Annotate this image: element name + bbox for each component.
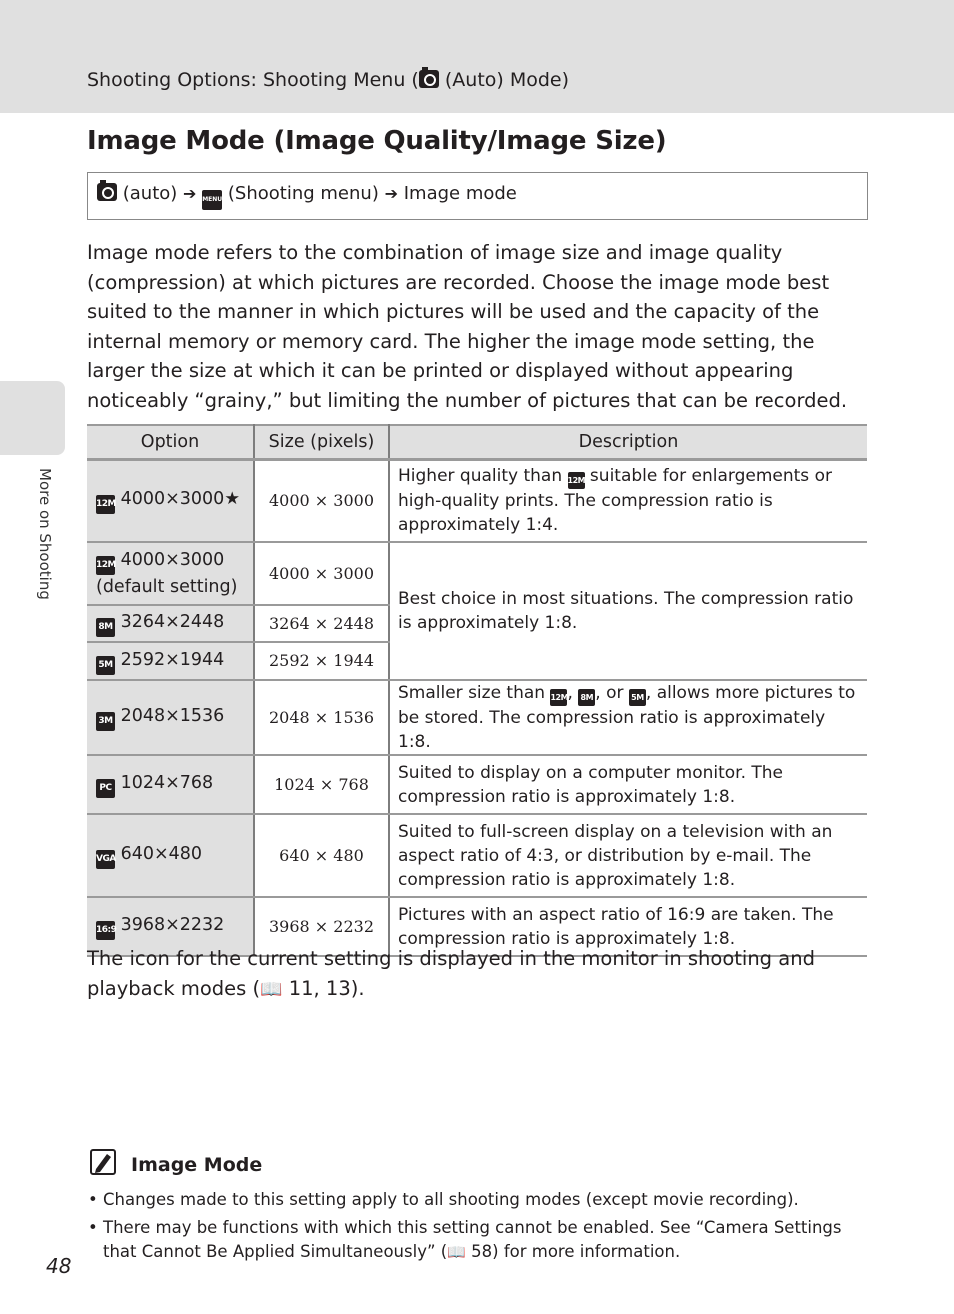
list-item: • There may be functions with which this setting cannot be enabled. See “Camera Settings that Cannot Be Applied Simultaneously” (📖 58) for more information. [87,1216,867,1264]
table-row [87,542,867,605]
size-cell: 4000 × 3000 [254,459,389,542]
description-cell: Best choice in most situations. The compression ratio is approximately 1:8. [389,542,867,680]
option-cell: 5M 2592×1944 [87,642,254,680]
section-tab [0,381,65,455]
camera-icon [97,183,117,201]
arrow-right-icon: ➔ [183,184,197,203]
table-header-row [87,425,867,459]
menu-path: (auto) ➔ MENU (Shooting menu) ➔ Image mode [87,172,868,220]
option-cell: VGA 640×480 [87,814,254,897]
running-header: Shooting Options: Shooting Menu ( (Auto) Mode) [87,69,570,91]
option-cell: 12M 4000×3000 (default setting) [87,542,254,605]
description-cell: Suited to display on a computer monitor. The compression ratio is approximately 1:8. [389,755,867,814]
image-mode-8m-icon: 8M [578,689,595,706]
icon-note-paragraph: The icon for the current setting is displayed in the monitor in shooting and playback modes (📖 11, 13). [87,944,857,1004]
image-mode-16-9-icon: 16:9 [96,921,115,940]
column-header: Size (pixels) [254,425,389,459]
camera-icon [419,70,439,88]
image-mode-vga-icon: VGA [96,850,115,869]
note-pencil-icon [90,1149,116,1175]
size-cell: 3264 × 2448 [254,605,389,642]
description-cell: Pictures with an aspect ratio of 16:9 are taken. The compression ratio is approximately 1:8. [389,897,867,956]
page-number: 48 [46,1254,72,1278]
page-title: Image Mode (Image Quality/Image Size) [87,126,667,156]
description-cell: Smaller size than 12M, 8M , or 5M , allows more pictures to be stored. The compression ratio is approximately 1:8. [389,680,867,755]
size-cell: 3968 × 2232 [254,897,389,956]
size-cell: 640 × 480 [254,814,389,897]
image-mode-12m-icon: 12M [96,556,115,575]
book-icon: 📖 [260,978,283,1000]
image-mode-5m-icon: 5M [96,656,115,675]
image-mode-3m-icon: 3M [96,712,115,731]
size-cell: 1024 × 768 [254,755,389,814]
option-cell: PC 1024×768 [87,755,254,814]
arrow-right-icon: ➔ [384,184,398,203]
table-row [87,459,867,542]
column-header: Option [87,425,254,459]
list-item: • Changes made to this setting apply to all shooting modes (except movie recording). [87,1188,867,1212]
image-mode-12m-icon: 12M [568,472,585,489]
image-mode-12m-star-icon: 12M [96,495,115,514]
option-cell: 16:9 3968×2232 [87,897,254,956]
image-mode-5m-icon: 5M [629,689,646,706]
book-icon: 📖 [447,1243,466,1261]
intro-paragraph: Image mode refers to the combination of image size and image quality (compression) at which pictures are recorded. Choose the image mode best suited to the manner in which pictures will be used and the capacity of the internal memory or memory card. The higher the image mode setting, the larger the size at which it can be printed or displayed without appearing noticeably “grainy,” but limiting the number of pictures that can be recorded. [87,241,848,412]
option-cell: 12M 4000×3000★ [87,459,254,542]
note-title: Image Mode [131,1154,263,1176]
size-cell: 4000 × 3000 [254,542,389,605]
note-bullets [87,1188,867,1268]
table-row [87,814,867,897]
image-mode-pc-icon: PC [96,779,115,798]
menu-icon: MENU [202,190,222,210]
table-row [87,755,867,814]
table-row [87,680,867,755]
image-mode-table [87,424,867,957]
option-cell: 3M 2048×1536 [87,680,254,755]
header-band [0,0,954,113]
description-cell: Higher quality than 12M suitable for enlargements or high-quality prints. The compression ratio is approximately 1:4. [389,459,867,542]
section-label: More on Shooting [36,468,54,600]
image-mode-12m-icon: 12M [550,689,567,706]
option-cell: 8M 3264×2448 [87,605,254,642]
image-mode-8m-icon: 8M [96,618,115,637]
size-cell: 2592 × 1944 [254,642,389,680]
column-header: Description [389,425,867,459]
description-cell: Suited to full-screen display on a television with an aspect ratio of 4:3, or distribution by e-mail. The compression ratio is approximately 1:8. [389,814,867,897]
size-cell: 2048 × 1536 [254,680,389,755]
